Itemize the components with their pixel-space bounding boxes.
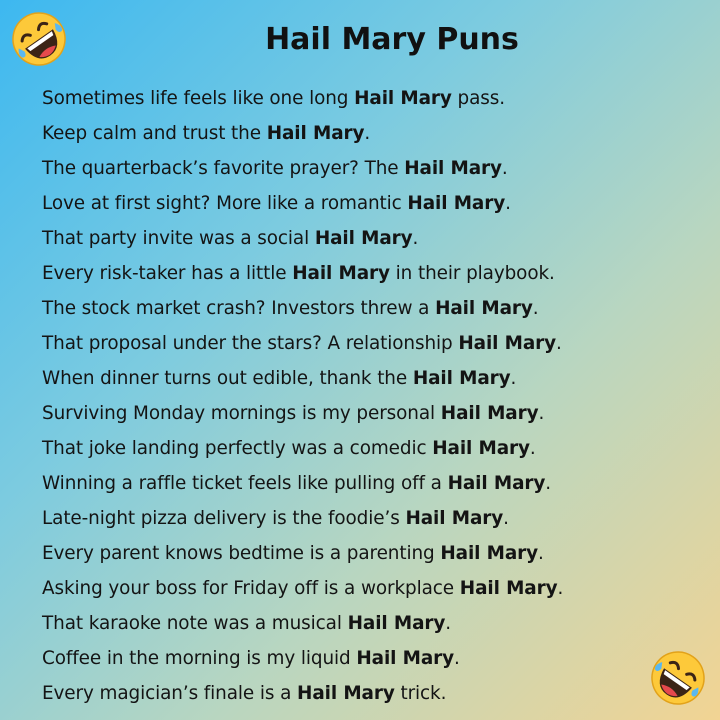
pun-text: Every parent knows bedtime is a parenting — [42, 543, 441, 564]
pun-text: The stock market crash? Investors threw a — [42, 298, 436, 319]
list-item — [42, 676, 702, 711]
pun-highlight: Hail Mary — [458, 333, 557, 354]
pun-text: . — [532, 298, 539, 319]
pun-text: Surviving Monday mornings is my personal — [42, 403, 441, 424]
pun-text: That proposal under the stars? A relationship — [42, 333, 459, 354]
pun-highlight: Hail Mary — [407, 193, 506, 214]
pun-highlight: Hail Mary — [440, 403, 539, 424]
pun-highlight: Hail Mary — [405, 508, 504, 529]
list-item — [42, 116, 702, 151]
pun-text: trick. — [394, 683, 447, 704]
pun-text: . — [538, 543, 544, 564]
pun-text: . — [545, 473, 551, 494]
pun-text: . — [556, 333, 562, 354]
pun-highlight: Hail Mary — [440, 543, 539, 564]
list-item — [42, 571, 702, 606]
pun-text: Coffee in the morning is my liquid — [42, 648, 357, 669]
list-item — [42, 396, 702, 431]
pun-highlight: Hail Mary — [354, 88, 452, 109]
pun-text: Winning a raffle ticket feels like pulling off a — [42, 473, 448, 494]
pun-text: pass. — [451, 88, 505, 109]
pun-text: . — [529, 438, 536, 459]
pun-highlight: Hail Mary — [412, 368, 511, 389]
pun-highlight: Hail Mary — [297, 683, 395, 704]
list-item — [42, 536, 702, 571]
pun-text: The quarterback’s favorite prayer? The — [42, 158, 405, 179]
pun-text: . — [557, 578, 564, 599]
list-item — [42, 431, 702, 466]
list-item — [42, 501, 702, 536]
pun-highlight: Hail Mary — [292, 263, 390, 284]
pun-text: That karaoke note was a musical — [42, 613, 348, 634]
pun-text: Sometimes life feels like one long — [42, 88, 355, 109]
pun-highlight: Hail Mary — [266, 123, 365, 144]
pun-highlight: Hail Mary — [356, 648, 455, 669]
list-item — [42, 641, 702, 676]
pun-text: Every magician’s finale is a — [42, 683, 298, 704]
pun-text: That joke landing perfectly was a comedic — [42, 438, 433, 459]
pun-text: . — [501, 158, 508, 179]
pun-text: Keep calm and trust the — [42, 123, 267, 144]
pun-text: . — [445, 613, 452, 634]
pun-text: . — [510, 368, 517, 389]
pun-highlight: Hail Mary — [347, 613, 446, 634]
pun-highlight: Hail Mary — [435, 298, 533, 319]
list-item — [42, 221, 702, 256]
pun-text: Love at first sight? More like a romantic — [42, 193, 408, 214]
list-item — [42, 81, 702, 116]
pun-text: . — [505, 193, 511, 214]
pun-text: That party invite was a social — [42, 228, 315, 249]
rolling-laughing-emoji-icon — [648, 648, 708, 708]
pun-text: . — [364, 123, 371, 144]
list-item — [42, 151, 702, 186]
pun-text: . — [412, 228, 419, 249]
list-item — [42, 186, 702, 221]
pun-text: Asking your boss for Friday off is a workplace — [42, 578, 460, 599]
list-item — [42, 256, 702, 291]
list-item — [42, 361, 702, 396]
pun-highlight: Hail Mary — [432, 438, 530, 459]
pun-text: . — [538, 403, 545, 424]
pun-highlight: Hail Mary — [459, 578, 558, 599]
pun-text: in their playbook. — [389, 263, 555, 284]
pun-text: Every risk-taker has a little — [42, 263, 293, 284]
pun-list — [42, 81, 702, 711]
list-item — [42, 466, 702, 501]
pun-text: Late-night pizza delivery is the foodie’s — [42, 508, 406, 529]
pun-text: . — [503, 508, 509, 529]
pun-highlight: Hail Mary — [404, 158, 502, 179]
pun-text: . — [454, 648, 460, 669]
list-item — [42, 326, 702, 361]
pun-highlight: Hail Mary — [314, 228, 413, 249]
list-item — [42, 606, 702, 641]
pun-highlight: Hail Mary — [447, 473, 546, 494]
page-title: Hail Mary Puns — [265, 22, 519, 57]
pun-text: When dinner turns out edible, thank the — [42, 368, 413, 389]
list-item — [42, 291, 702, 326]
